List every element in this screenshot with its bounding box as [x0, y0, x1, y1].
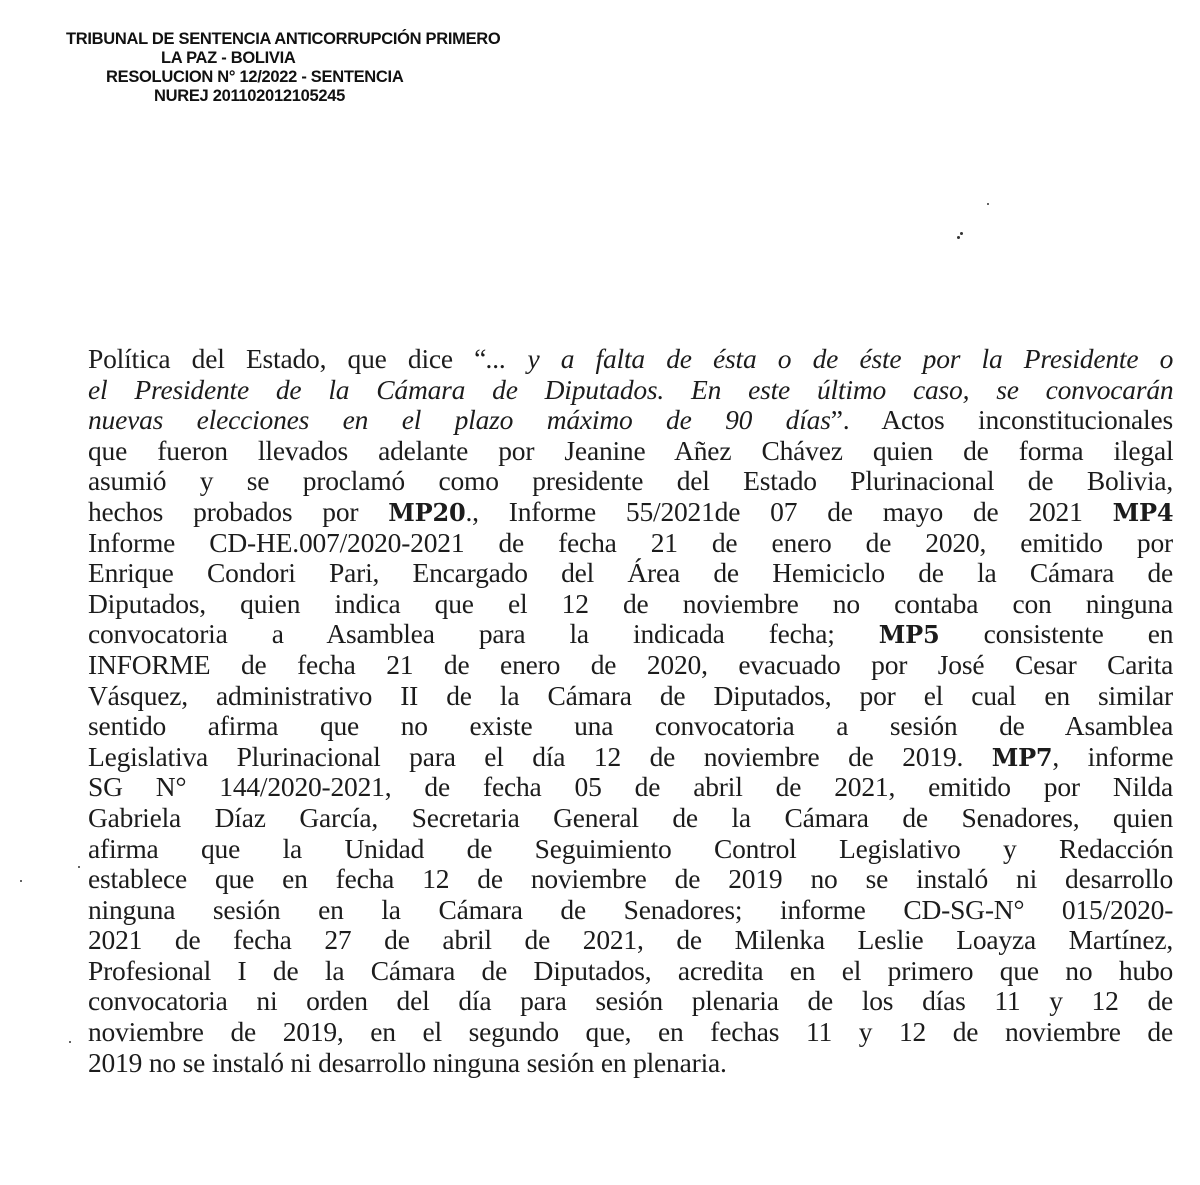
- text-line: [88, 375, 1173, 406]
- text-segment: consistente en: [939, 618, 1174, 650]
- text-line: [88, 956, 1173, 987]
- sentence-paragraph: [88, 344, 1173, 1078]
- text-segment: Informe CD-HE.007/2020-2021 de fecha 21 de enero de 2020, emitido por: [88, 526, 1173, 558]
- text-segment: Enrique Condori Pari, Encargado del Área de Hemiciclo de la Cámara de: [88, 557, 1174, 589]
- quoted-text: ... y a falta de ésta o de éste por la Presidente o: [486, 343, 1174, 374]
- scan-speck: [20, 880, 22, 882]
- court-location: LA PAZ - BOLIVIA: [161, 49, 296, 67]
- text-line: [88, 1017, 1173, 1048]
- text-segment: convocatoria ni orden del día para sesión plenaria de los días 11 y 12 de: [88, 985, 1173, 1017]
- text-line: [88, 681, 1173, 712]
- text-segment: ninguna sesión en la Cámara de Senadores; informe CD-SG-N° 015/2020-: [88, 893, 1174, 925]
- text-segment: afirma que la Unidad de Seguimiento Control Legislativo y Redacción: [88, 832, 1174, 864]
- text-segment: hechos probados por: [88, 495, 389, 527]
- text-segment: ”. Actos inconstitucionales: [830, 404, 1173, 436]
- text-line: [88, 925, 1173, 956]
- document-header: [66, 30, 586, 106]
- scan-speck: [987, 203, 989, 205]
- text-segment: 2021 de fecha 27 de abril de 2021, de Milenka Leslie Loayza Martínez,: [88, 924, 1173, 956]
- text-line: [88, 619, 1173, 650]
- text-line: [88, 436, 1173, 467]
- scan-speck: [960, 232, 963, 235]
- text-line: [88, 711, 1173, 742]
- text-segment: asumió y se proclamó como presidente del Estado Plurinacional de Bolivia,: [88, 465, 1174, 497]
- text-line: [88, 772, 1173, 803]
- text-line: [88, 558, 1173, 589]
- text-line: [88, 1048, 1173, 1079]
- quoted-text: el Presidente de la Cámara de Diputados. En este último caso, se convocarán: [88, 373, 1174, 405]
- text-segment: SG N° 144/2020-2021, de fecha 05 de abril de 2021, emitido por Nilda: [88, 771, 1173, 803]
- text-line: [88, 864, 1173, 895]
- text-segment: noviembre de 2019, en el segundo que, en fechas 11 y 12 de noviembre de: [88, 1016, 1173, 1048]
- text-segment: Vásquez, administrativo II de la Cámara de Diputados, por el cual en similar: [88, 679, 1173, 711]
- text-line: [88, 497, 1173, 528]
- text-segment: INFORME de fecha 21 de enero de 2020, evacuado por José Cesar Carita: [88, 648, 1174, 680]
- text-segment: sentido afirma que no existe una convocatoria a sesión de Asamblea: [88, 710, 1174, 742]
- text-segment: Política del Estado, que dice “: [88, 343, 487, 374]
- text-line: [88, 986, 1173, 1017]
- text-line: [88, 466, 1173, 497]
- text-segment: Gabriela Díaz García, Secretaria General de la Cámara de Senadores, quien: [88, 801, 1174, 833]
- evidence-reference: MP20: [388, 497, 466, 527]
- text-line: [88, 803, 1173, 834]
- evidence-reference: MP7: [991, 742, 1053, 772]
- text-line: [88, 589, 1173, 620]
- text-line: [88, 405, 1173, 436]
- nurej-number: NUREJ 201102012105245: [154, 87, 345, 105]
- evidence-reference: MP5: [878, 620, 940, 650]
- text-segment: Profesional I de la Cámara de Diputados, acredita en el primero que no hubo: [88, 954, 1174, 986]
- text-line: [88, 834, 1173, 865]
- text-segment: convocatoria a Asamblea para la indicada fecha;: [88, 618, 879, 650]
- text-segment: Diputados, quien indica que el 12 de noviembre no contaba con ninguna: [88, 587, 1173, 619]
- text-segment: establece que en fecha 12 de noviembre de 2019 no se instaló ni desarrollo: [88, 863, 1173, 895]
- text-segment: 2019 no se instaló ni desarrollo ninguna sesión en plenaria.: [88, 1046, 727, 1078]
- text-segment: que fueron llevados adelante por Jeanine Añez Chávez quien de forma ilegal: [88, 434, 1174, 466]
- text-segment: , informe: [1052, 740, 1174, 772]
- court-name: TRIBUNAL DE SENTENCIA ANTICORRUPCIÓN PRIMERO: [66, 30, 501, 48]
- text-line: [88, 528, 1173, 559]
- text-line: [88, 895, 1173, 926]
- resolution-number: RESOLUCION N° 12/2022 - SENTENCIA: [106, 68, 404, 86]
- scan-speck: [69, 1041, 71, 1043]
- text-segment: ., Informe 55/2021de 07 de mayo de 2021: [465, 495, 1113, 527]
- quoted-text: nuevas elecciones en el plazo máximo de 90 días: [88, 404, 831, 436]
- text-line: [88, 742, 1173, 773]
- scan-speck: [957, 236, 960, 239]
- text-segment: Legislativa Plurinacional para el día 12 de noviembre de 2019.: [88, 740, 992, 772]
- text-line: [88, 344, 1173, 375]
- scan-speck: [78, 866, 80, 868]
- evidence-reference: MP4: [1112, 497, 1174, 527]
- text-line: [88, 650, 1173, 681]
